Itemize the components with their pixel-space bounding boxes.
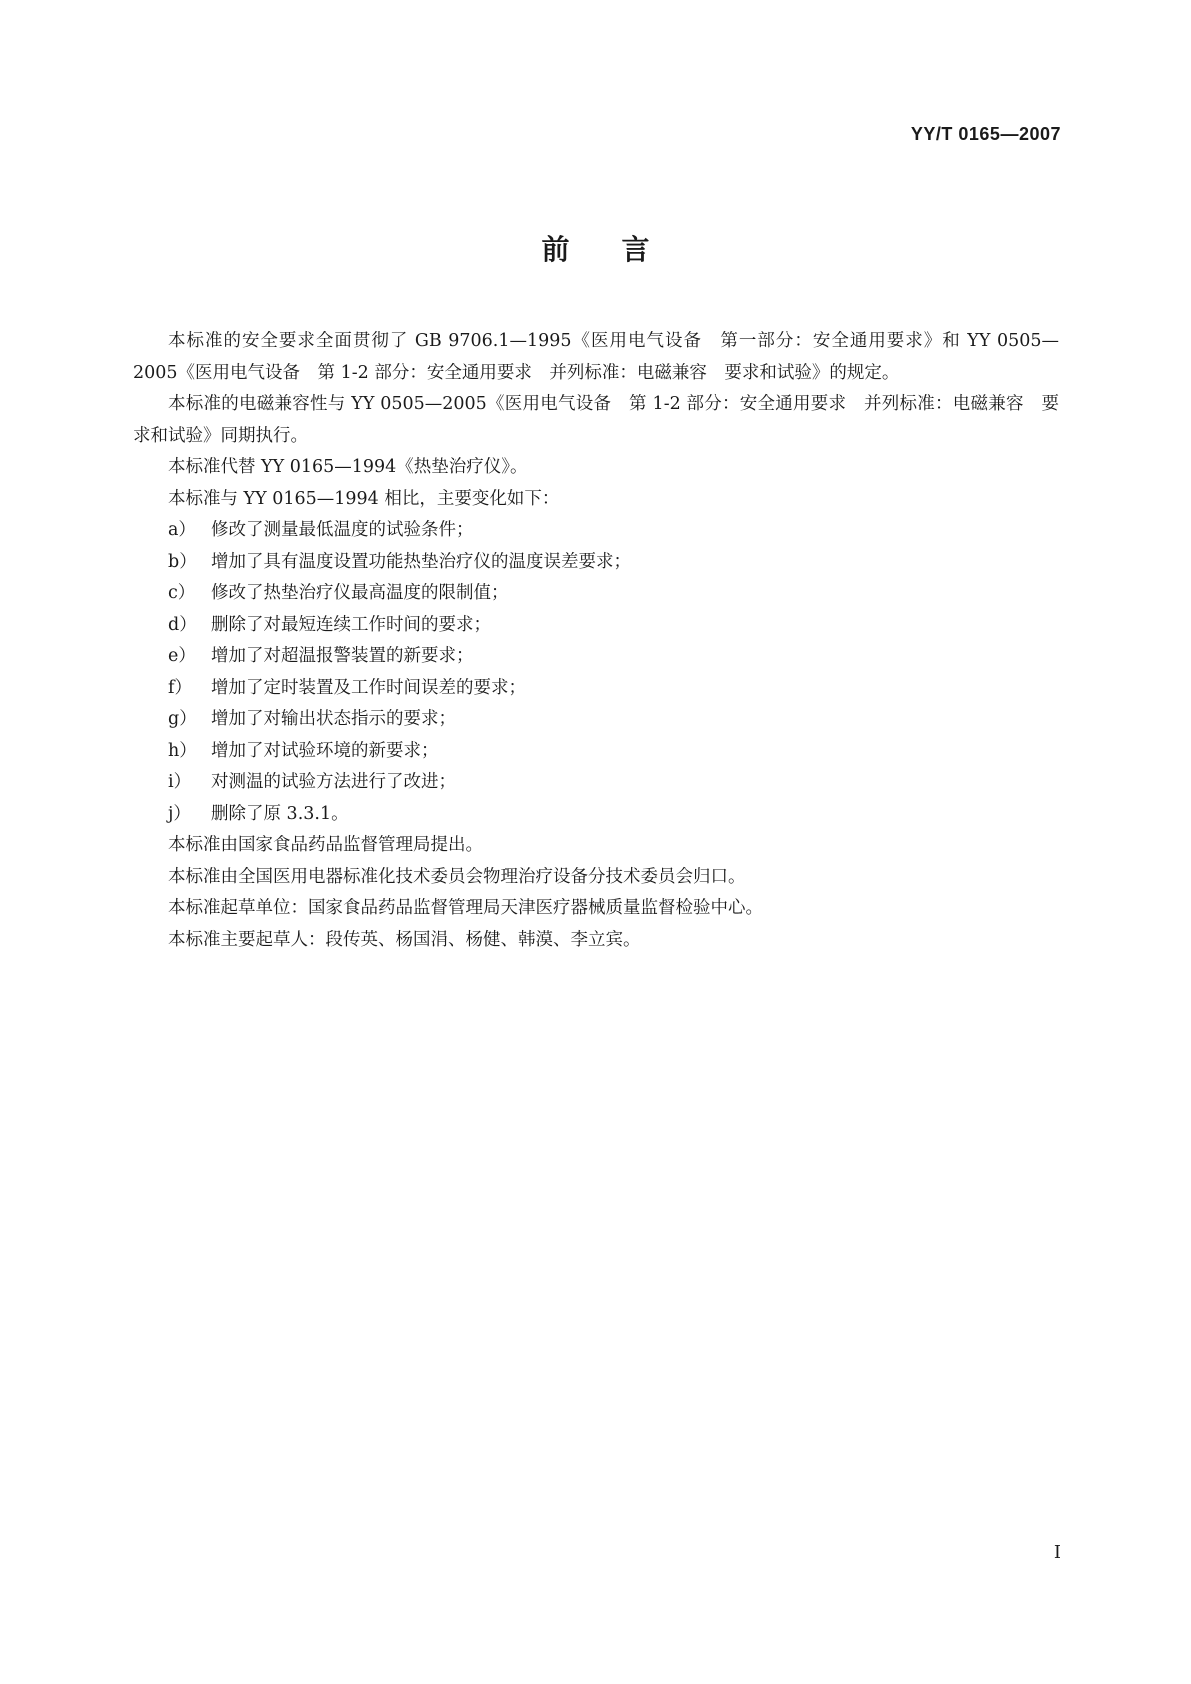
list-text: 增加了对输出状态指示的要求；: [211, 709, 456, 729]
change-list-item: [133, 767, 1059, 799]
list-text: 对测温的试验方法进行了改进；: [211, 772, 456, 792]
change-list-item: [133, 547, 1059, 579]
list-text: 增加了对试验环境的新要求；: [211, 740, 439, 761]
closing-paragraph: 本标准主要起草人：段传英、杨国涓、杨健、韩漠、李立宾。: [168, 929, 641, 950]
list-text: 增加了具有温度设置功能热垫治疗仪的温度误差要求；: [211, 551, 631, 572]
intro-paragraph: 本标准与 YY 0165—1994 相比，主要变化如下：: [168, 488, 560, 509]
page-title: 前言: [541, 233, 702, 266]
document-body: [133, 326, 1059, 956]
list-text: 删除了对最短连续工作时间的要求；: [211, 614, 491, 635]
change-list-item: [133, 736, 1059, 768]
change-list-item: [133, 515, 1059, 547]
list-text: 修改了热垫治疗仪最高温度的限制值；: [211, 583, 509, 603]
list-marker: b）: [168, 551, 197, 572]
closing-paragraph: 本标准由国家食品药品监督管理局提出。: [168, 835, 483, 855]
change-list-item: [133, 610, 1059, 642]
list-marker: j）: [168, 803, 191, 824]
intro-paragraph: 本标准代替 YY 0165—1994《热垫治疗仪》。: [168, 457, 528, 477]
change-list-item: [133, 578, 1059, 610]
list-marker: f）: [168, 677, 192, 698]
change-list-item: [133, 704, 1059, 736]
list-text: 增加了对超温报警装置的新要求；: [211, 646, 474, 666]
change-list-item: [133, 799, 1059, 831]
closing-paragraph: 本标准由全国医用电器标准化技术委员会物理治疗设备分技术委员会归口。: [168, 866, 746, 887]
list-marker: h）: [168, 740, 197, 761]
change-list-item: [133, 673, 1059, 705]
list-text: 增加了定时装置及工作时间误差的要求；: [211, 677, 526, 698]
list-text: 删除了原 3.3.1。: [211, 803, 349, 824]
list-marker: e）: [168, 646, 196, 666]
list-marker: a）: [168, 520, 196, 540]
list-marker: c）: [168, 583, 196, 603]
intro-paragraph: 本标准的电磁兼容性与 YY 0505—2005《医用电气设备 第 1-2 部分：安全通用要求 并列标准：电磁兼容 要求和试验》同期执行。: [133, 394, 1059, 446]
intro-paragraph: 本标准的安全要求全面贯彻了 GB 9706.1—1995《医用电气设备 第一部分：安全通用要求》和 YY 0505—2005《医用电气设备 第 1-2 部分：安全通用要求 并列标准：电磁兼容 要求和试验》的规定。: [133, 331, 1059, 383]
page-number: I: [1053, 1542, 1061, 1563]
closing-paragraph: 本标准起草单位：国家食品药品监督管理局天津医疗器械质量监督检验中心。: [168, 898, 763, 918]
list-text: 修改了测量最低温度的试验条件；: [211, 520, 474, 540]
list-marker: g）: [168, 709, 197, 729]
change-list-item: [133, 641, 1059, 673]
standard-code: YY/T 0165—2007: [910, 124, 1061, 144]
list-marker: d）: [168, 614, 197, 635]
list-marker: i）: [168, 772, 192, 792]
